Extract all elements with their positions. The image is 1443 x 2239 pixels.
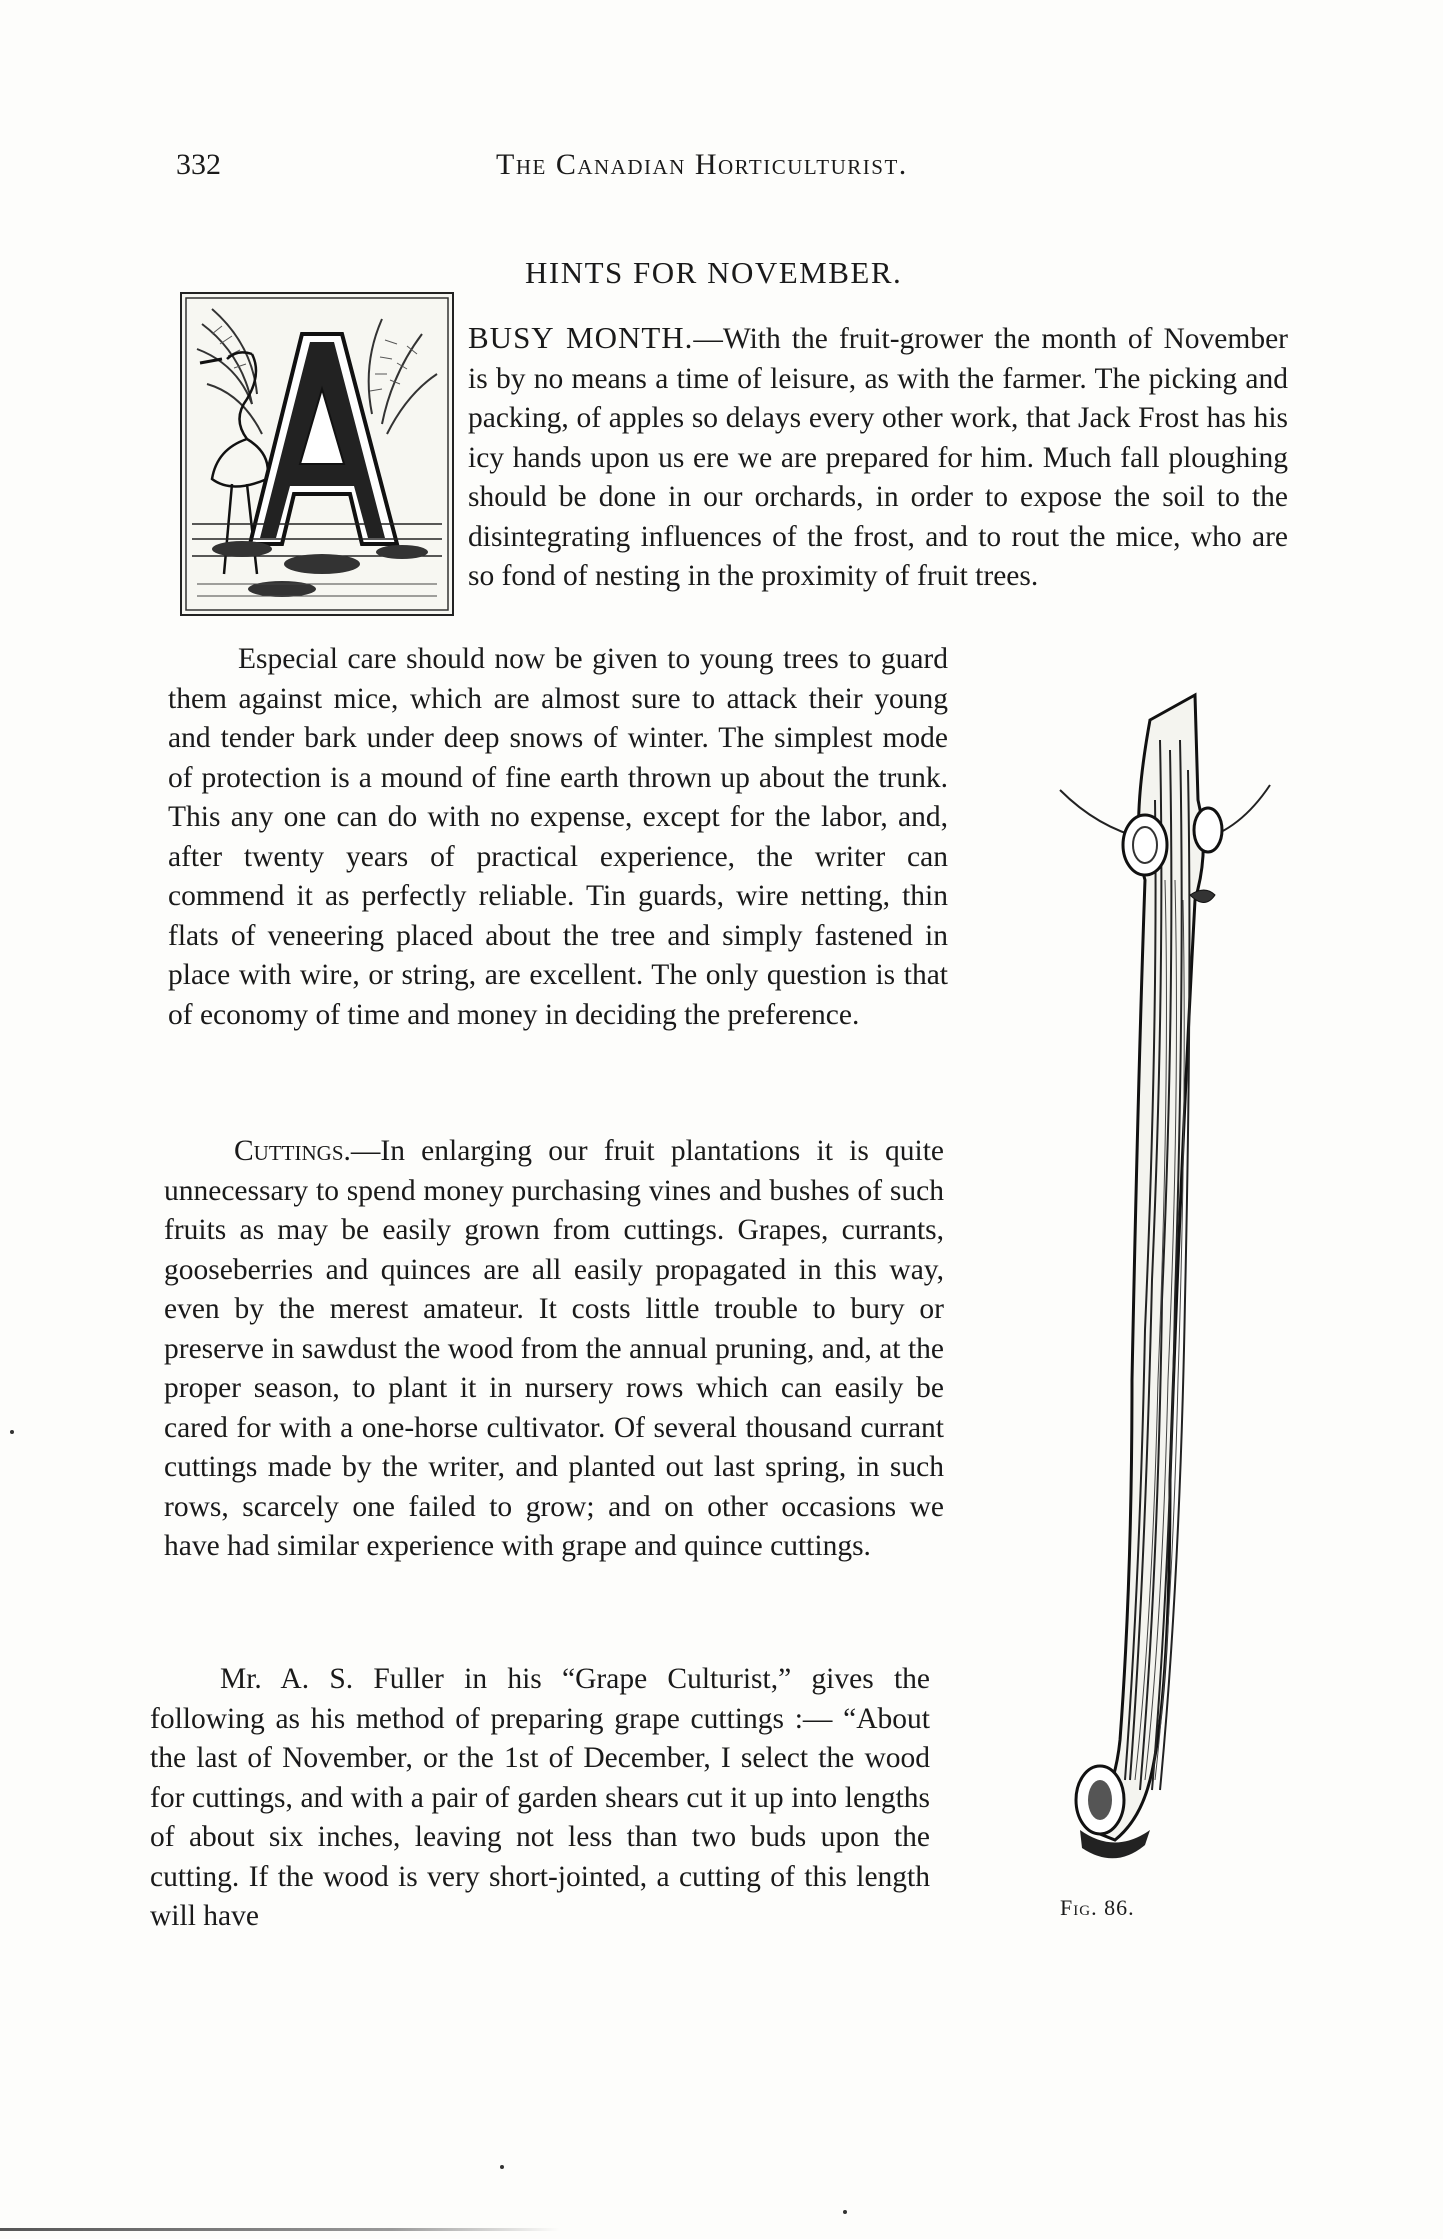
paragraph-text: —With the fruit-grower the month of November is by no means a time of leisure, as with the farmer. The picking and packing, of apples so delays every other work, that Jack Frost has his icy hands upon us ere we are prepared for him. Much fall ploughing should be done in our orchards, in order to expose the soil to the disintegrating influences of the frost, and to rout the mice, who are so fond of nesting in the proximity of fruit trees.	[468, 323, 1288, 592]
scan-speck	[843, 2210, 847, 2214]
scan-speck	[10, 1430, 14, 1434]
paragraph-fuller-method: Mr. A. S. Fuller in his “Grape Culturist,” gives the following as his method of preparing grape cuttings :— “About the last of November, or the 1st of December, I select the wood for cuttings, and with a pair of garden shears cut it up into lengths of about six inches, leaving not less than two buds upon the cutting. If the wood is very short-jointed, a cutting of this length will have	[150, 1663, 930, 1932]
paragraph-lead: BUSY MONTH.	[468, 320, 694, 355]
figure-caption: Fig. 86.	[1060, 1895, 1135, 1920]
scan-edge-rule	[0, 2228, 560, 2231]
page-number: 332	[176, 148, 221, 181]
paragraph-cuttings	[164, 1132, 944, 1662]
paragraph-busy-month	[468, 318, 1288, 597]
grape-cutting-illustration-icon	[1020, 680, 1290, 1880]
running-title: The Canadian Horticulturist.	[496, 148, 908, 181]
ornamental-letter-a-icon	[180, 292, 454, 616]
paragraph-text: —In enlarging our fruit plantations it is quite unnecessary to spend money purchasing vines and bushes of such fruits as may be easily grown from cuttings. Grapes, currants, gooseberries and quinces are all easily propagated in this way, even by the merest amateur. It costs little trouble to bury or preserve in sawdust the wood from the annual pruning, and, at the proper season, to plant it in nursery rows which can easily be cared for with a one-horse cultivator. Of several thousand currant cuttings made by the writer, and planted out last spring, in such rows, scarcely one failed to grow; and on other occasions we have had similar experience with grape and quince cuttings.	[164, 1135, 944, 1562]
paragraph-mice-protection: Especial care should now be given to young trees to guard them against mice, which are almost sure to attack their young and tender bark under deep snows of winter. The simplest mode of protection is a mound of fine earth thrown up about the trunk. This any one can do with no expense, except for the labor, and, after twenty years of practical experience, the writer can commend it as perfectly reliable. Tin guards, wire netting, thin flats of veneering placed about the tree and simply fastened in place with wire, or string, are excellent. The only question is that of economy of time and money in deciding the preference.	[168, 643, 948, 1031]
page-header	[176, 148, 1306, 188]
scan-speck	[500, 2165, 504, 2169]
paragraph-lead: Cuttings.	[234, 1135, 351, 1167]
section-title: HINTS FOR NOVEMBER.	[525, 255, 903, 290]
